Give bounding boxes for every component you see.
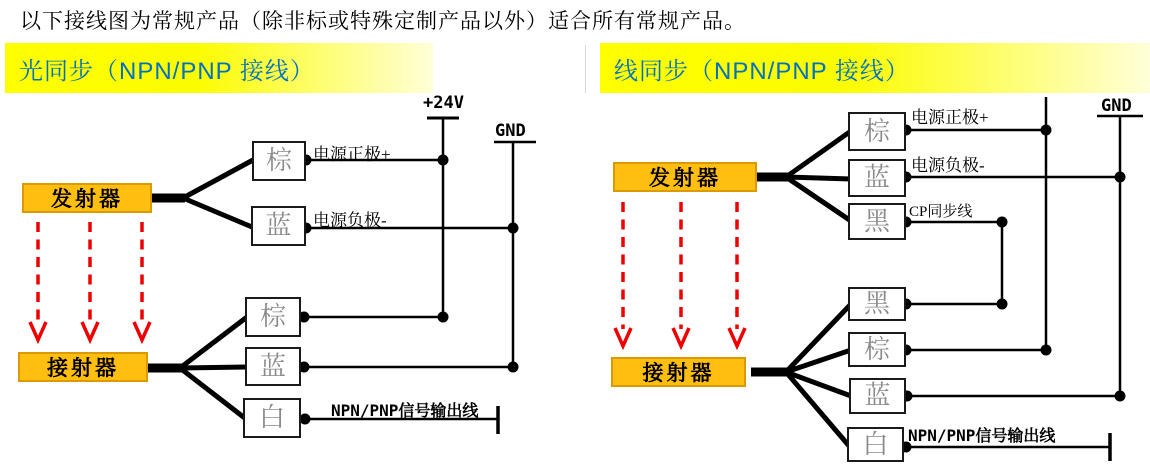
left-light-beam-arrows — [30, 222, 150, 340]
left-signal-output-label: NPN/PNP信号输出线 — [331, 401, 479, 420]
junction-dots — [299, 155, 519, 425]
panel-divider — [585, 45, 586, 93]
right-light-beam-arrows — [615, 202, 745, 346]
left-panel-header — [5, 43, 433, 93]
right-panel-header — [600, 43, 1150, 93]
left-power-negative-label: 电源负极- — [313, 211, 387, 230]
left-rx-wire-box-blue: 蓝 — [245, 347, 301, 386]
right-rx-wire-box-blue: 蓝 — [849, 378, 906, 414]
left-rx-wire-box-brown: 棕 — [245, 297, 301, 337]
left-receiver-box: 接射器 — [18, 352, 148, 382]
left-panel-header-label: 光同步（NPN/PNP 接线） — [19, 57, 315, 85]
right-ground-rail-label: GND — [1101, 96, 1132, 116]
right-tx-wire-box-blue: 蓝 — [848, 159, 906, 197]
left-ground-rail-label: GND — [495, 121, 526, 141]
left-tx-wire-box-blue: 蓝 — [251, 206, 306, 246]
right-tx-wire-box-black: 黑 — [848, 203, 906, 240]
right-panel-header-label: 线同步（NPN/PNP 接线） — [614, 57, 910, 85]
right-transmitter-box: 发射器 — [613, 162, 757, 192]
left-transmitter-box: 发射器 — [22, 183, 152, 213]
page-title: 以下接线图为常规产品（除非标或特殊定制产品以外）适合所有常规产品。 — [20, 9, 746, 33]
right-power-positive-label: 电源正极+ — [911, 108, 989, 127]
right-rx-wire-box-brown: 棕 — [848, 332, 906, 367]
left-power-positive-label: 电源正极+ — [313, 145, 391, 164]
right-rx-wire-box-white: 白 — [847, 427, 904, 462]
left-tx-wire-box-brown: 棕 — [252, 141, 306, 181]
right-receiver-box: 接射器 — [611, 357, 746, 387]
left-power-rail-label: +24V — [423, 93, 464, 113]
right-tx-wire-box-brown: 棕 — [848, 112, 906, 151]
right-signal-output-label: NPN/PNP信号输出线 — [908, 426, 1056, 445]
left-rx-wire-box-white: 白 — [243, 398, 301, 438]
right-rx-wire-box-black: 黑 — [848, 287, 906, 321]
right-cp-sync-label: CP同步线 — [909, 204, 973, 220]
left-diagram-wiring — [147, 118, 536, 434]
right-power-negative-label: 电源负极- — [911, 156, 985, 175]
